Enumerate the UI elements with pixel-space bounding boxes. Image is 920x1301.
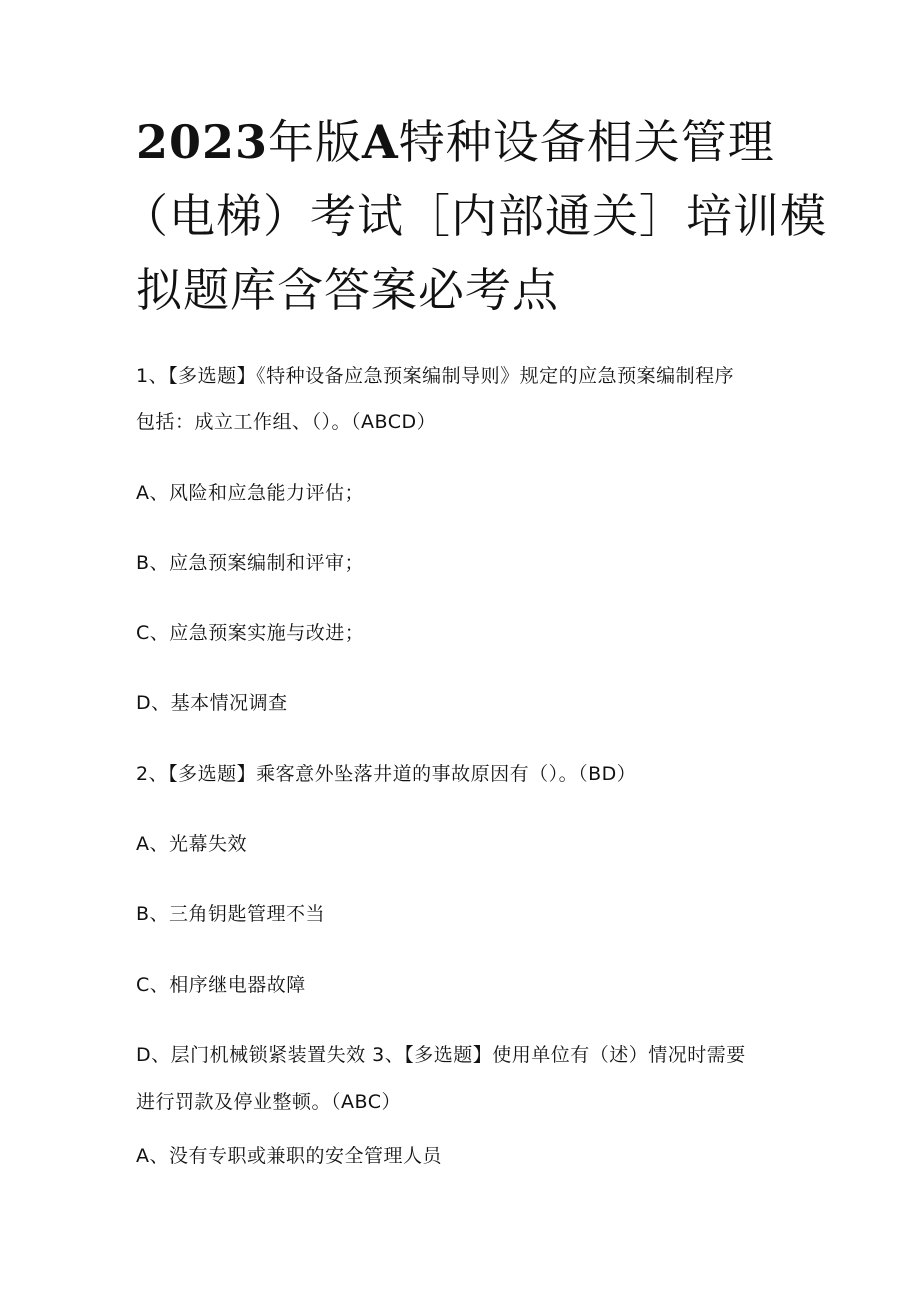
question-1-stem-cont: 包括：成立工作组、（）。（ABCD） bbox=[136, 411, 437, 433]
document-title-line-1 bbox=[136, 116, 776, 168]
title-subject: 特种设备相关管理 bbox=[398, 115, 775, 169]
title-grade: A bbox=[362, 115, 399, 169]
document-title-line-2: （电梯）考试［内部通关］培训模 bbox=[122, 189, 827, 243]
title-year: 2023 bbox=[136, 115, 269, 169]
question-3-stem-cont: 进行罚款及停业整顿。（ABC） bbox=[136, 1091, 401, 1113]
question-2-option-d-and-question-3-stem: D、层门机械锁紧装置失效 3、【多选题】使用单位有（述）情况时需要 bbox=[136, 1044, 746, 1066]
question-1-option-a: A、风险和应急能力评估； bbox=[136, 482, 364, 504]
question-2-option-c: C、相序继电器故障 bbox=[136, 974, 306, 996]
question-1-option-b: B、应急预案编制和评审； bbox=[136, 552, 365, 574]
question-1-option-c: C、应急预案实施与改进； bbox=[136, 622, 365, 644]
question-3-option-a: A、没有专职或兼职的安全管理人员 bbox=[136, 1145, 442, 1167]
question-2-option-a: A、光幕失效 bbox=[136, 833, 247, 855]
question-2-stem: 2、【多选题】乘客意外坠落井道的事故原因有（）。（BD） bbox=[136, 763, 637, 785]
document-title-line-3: 拟题库含答案必考点 bbox=[136, 263, 559, 317]
title-edition: 年版 bbox=[268, 115, 363, 169]
question-2-option-b: B、三角钥匙管理不当 bbox=[136, 903, 326, 925]
question-1-stem: 1、【多选题】《特种设备应急预案编制导则》规定的应急预案编制程序 bbox=[136, 365, 735, 387]
question-1-option-d: D、基本情况调查 bbox=[136, 692, 288, 714]
